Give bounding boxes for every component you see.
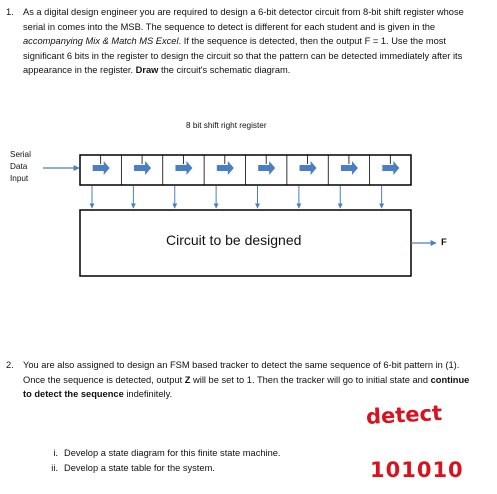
draw-keyword: Draw [135, 65, 159, 75]
register-label: 8 bit shift right register [186, 121, 267, 130]
continue-keyword: continue to detect the sequence [23, 374, 470, 399]
handwritten-sequence: 101010 [370, 458, 464, 482]
question-1-number: 1. [6, 7, 14, 17]
subtask-item: ii. Develop a state table for the system. [51, 462, 215, 473]
output-z: Z [184, 374, 191, 385]
question-1-text: As a digital design engineer you are required to design a 6-bit detector circuit from 8-bit shift register whose serial in comes into the MSB. The sequence to detect is different for each student and is given in the accompanying Mix & Match MS Excel. If the sequence is detected, then the output F = 1. Use the most significant 6 bits in the register to design the circuit so that the pattern can be detected immediately after its appearance in the register. Draw the circuit's schematic diagram. [23, 7, 464, 75]
subtask-item: i. Develop a state diagram for this finite state machine. [53, 448, 281, 458]
question-2 [6, 358, 476, 402]
input-label-serial: Serial [10, 150, 31, 159]
handwritten-detect: detect [365, 401, 443, 429]
question-2-number: 2. [6, 360, 14, 370]
excel-reference: accompanying Mix & Match MS Excel [23, 36, 179, 46]
question-2-text: You are also assigned to design an FSM based tracker to detect the same sequence of 6-bit pattern in (1). Once the sequence is detected, output Z will be set to 1. Then the tracker will go to initial state and continue to detect the sequence indefinitely. [23, 360, 470, 399]
question-2-subtasks [44, 446, 281, 475]
circuit-label: Circuit to be designed [166, 232, 302, 248]
input-label-input: Input [10, 174, 29, 183]
output-label: F [441, 237, 447, 248]
input-label-data: Data [10, 162, 28, 171]
